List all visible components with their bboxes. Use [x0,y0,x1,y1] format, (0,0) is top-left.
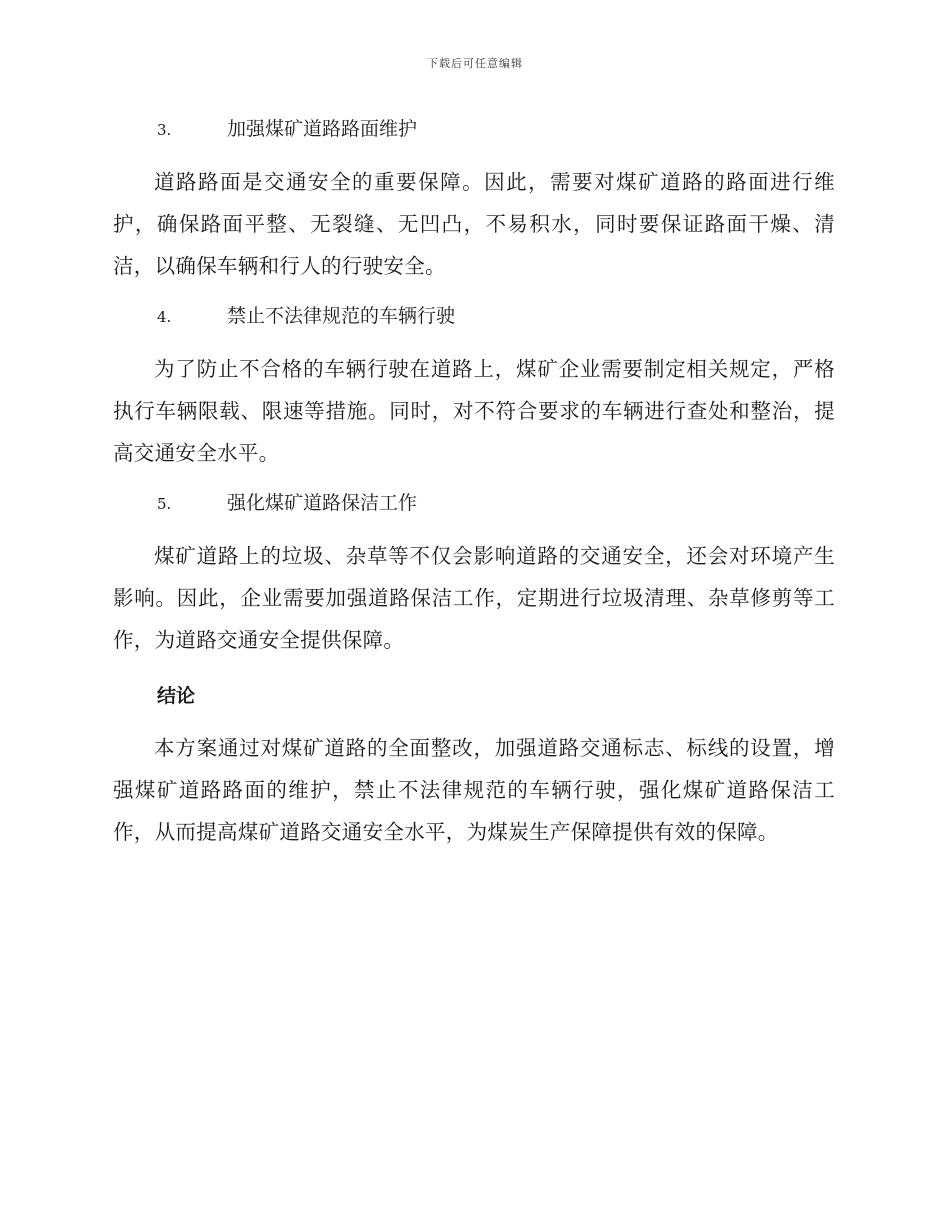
section-title: 强化煤矿道路保洁工作 [227,492,418,514]
section-paragraph-4: 为了防止不合格的车辆行驶在道路上，煤矿企业需要制定相关规定，严格执行车辆限载、限速等措施。同时，对不符合要求的车辆进行查处和整治，提高交通安全水平。 [113,357,835,465]
section-title: 加强煤矿道路路面维护 [227,118,418,140]
conclusion-title: 结论 [157,685,196,707]
section-number: 4. [157,308,172,326]
section-heading-4 [113,295,835,338]
section-paragraph-5: 煤矿道路上的垃圾、杂草等不仅会影响道路的交通安全，还会对环境产生影响。因此，企业需要加强道路保洁工作，定期进行垃圾清理、杂草修剪等工作，为道路交通安全提供保障。 [113,544,835,652]
section-heading-5 [113,482,835,525]
section-paragraph-3: 道路路面是交通安全的重要保障。因此，需要对煤矿道路的路面进行维护，确保路面平整、无裂缝、无凹凸，不易积水，同时要保证路面干燥、清洁，以确保车辆和行人的行驶安全。 [113,170,835,278]
section-heading-3 [113,108,835,151]
section-number: 3. [157,121,172,139]
section-number: 5. [157,495,172,513]
document-body [113,108,835,861]
page-header-note: 下载后可任意编辑 [427,57,523,70]
conclusion-paragraph: 本方案通过对煤矿道路的全面整改，加强道路交通标志、标线的设置，增强煤矿道路路面的维护，禁止不法律规范的车辆行驶，强化煤矿道路保洁工作，从而提高煤矿道路交通安全水平，为煤炭生产保障提供有效的保障。 [113,736,835,844]
section-title: 禁止不法律规范的车辆行驶 [227,305,456,327]
